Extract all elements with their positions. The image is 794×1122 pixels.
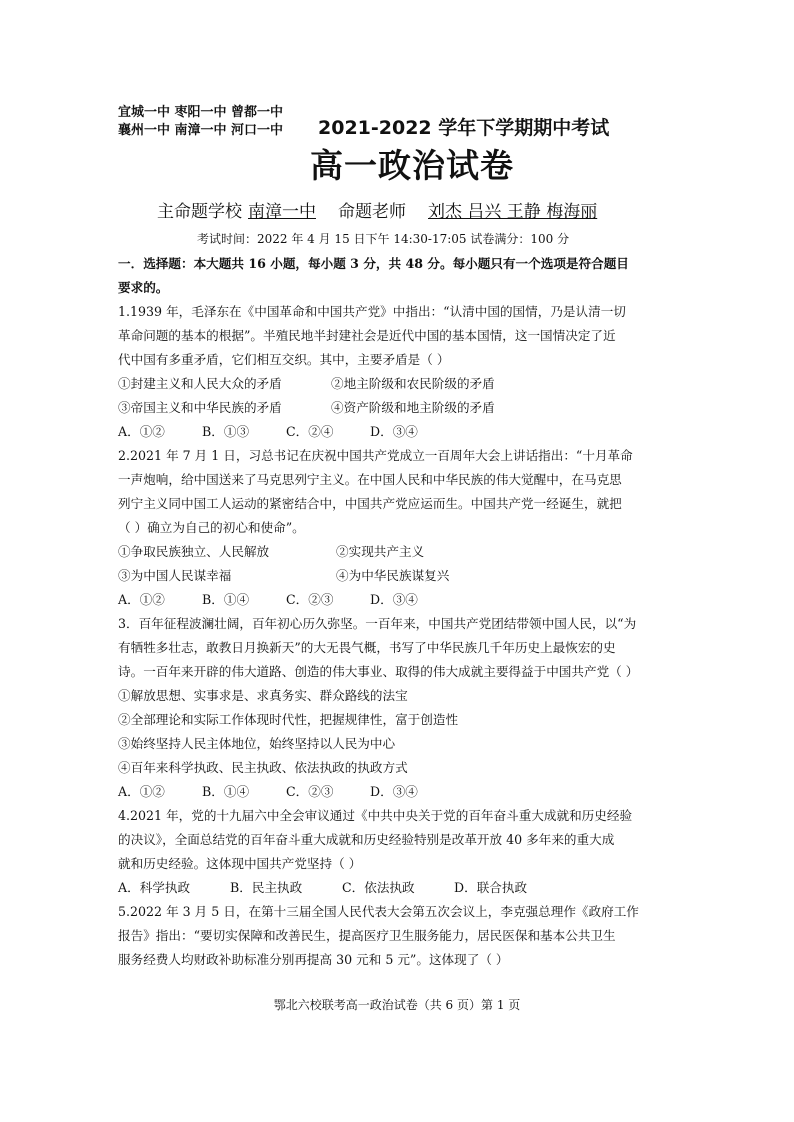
question-body — [118, 252, 688, 972]
exam-info: 考试时间：2022 年 4 月 15 日下午 14:30-17:05 试卷满分：100 分 — [197, 232, 570, 246]
question-2-line: 2.2021 年 7 月 1 日，习总书记在庆祝中国共产党成立一百周年大会上讲话指出：“十月革命 — [118, 448, 633, 463]
question-2-statement: ③为中国人民谋幸福 — [118, 568, 232, 583]
option-b[interactable]: B．①③ — [202, 424, 250, 439]
school-name: 南漳一中 — [248, 202, 316, 222]
question-4-line: 的决议》，全面总结党的百年奋斗重大成就和历史经验特别是改革开放 40 多年来的重大成 — [118, 832, 615, 847]
option-b[interactable]: B．民主执政 — [230, 880, 303, 895]
question-3-statement: ③始终坚持人民主体地位，始终坚持以人民为中心 — [118, 736, 396, 751]
question-3-statement: ④百年来科学执政、民主执政、依法执政的执政方式 — [118, 760, 408, 775]
question-3-line: 3．百年征程波澜壮阔，百年初心历久弥坚。一百年来，中国共产党团结带领中国人民，以“为 — [118, 616, 637, 631]
option-c[interactable]: C．②④ — [286, 424, 334, 439]
question-5-line: 服务经费人均财政补助标准分别再提高 30 元和 5 元”。这体现了（ ） — [118, 952, 509, 967]
question-3-line: 诗。一百年来开辟的伟大道路、创造的伟大事业、取得的伟大成就主要得益于中国共产党（ ） — [118, 664, 639, 679]
question-5-line: 报告》指出：“要切实保障和改善民生，提高医疗卫生服务能力，居民医保和基本公共卫生 — [118, 928, 616, 943]
question-3-options — [118, 780, 688, 804]
teacher-names: 刘杰 吕兴 王静 梅海丽 — [428, 202, 598, 222]
teacher-prefix: 命题老师 — [338, 202, 406, 222]
question-1-statement: ①封建主义和人民大众的矛盾 — [118, 376, 282, 391]
school-list — [118, 104, 283, 140]
author-prefix: 主命题学校 — [157, 202, 242, 222]
page-footer: 鄂北六校联考高一政治试卷（共 6 页）第 1 页 — [273, 998, 521, 1012]
option-b[interactable]: B．①④ — [202, 592, 250, 607]
subject-title: 高一政治试卷 — [310, 146, 514, 185]
question-4-line: 4.2021 年，党的十九届六中全会审议通过《中共中央关于党的百年奋斗重大成就和历史经验 — [118, 808, 633, 823]
question-2-line: （ ）确立为自己的初心和使命”。 — [118, 520, 305, 535]
question-4-options — [118, 876, 688, 900]
question-2-statement: ②实现共产主义 — [336, 544, 425, 559]
question-2-statement: ①争取民族独立、人民解放 — [118, 544, 270, 559]
option-c[interactable]: C．②③ — [286, 784, 334, 799]
school-list-line-2: 襄州一中 南漳一中 河口一中 — [118, 123, 284, 138]
option-d[interactable]: D．联合执政 — [454, 880, 528, 895]
question-1-options — [118, 420, 688, 444]
question-3-line: 有牺牲多壮志，敢教日月换新天”的大无畏气概，书写了中华民族几千年历史上最恢宏的史 — [118, 640, 616, 655]
question-2-statements-row — [118, 540, 688, 564]
option-a[interactable]: A．①② — [118, 592, 165, 607]
option-a[interactable]: A．①② — [118, 424, 165, 439]
option-c[interactable]: C．②③ — [286, 592, 334, 607]
question-2-statement: ④为中华民族谋复兴 — [336, 568, 450, 583]
question-4-line: 就和历史经验。这体现中国共产党坚持（ ） — [118, 856, 362, 871]
question-1-statement: ②地主阶级和农民阶级的矛盾 — [331, 376, 495, 391]
option-a[interactable]: A．①② — [118, 784, 165, 799]
question-2-options — [118, 588, 688, 612]
question-2-line: 列宁主义同中国工人运动的紧密结合中，中国共产党应运而生。中国共产党一经诞生，就把 — [118, 496, 622, 511]
option-d[interactable]: D．③④ — [370, 784, 418, 799]
school-list-line-1: 宜城一中 枣阳一中 曾都一中 — [118, 105, 284, 120]
question-1-statements-row — [118, 396, 688, 420]
option-d[interactable]: D．③④ — [370, 424, 418, 439]
question-1-line: 1.1939 年，毛泽东在《中国革命和中国共产党》中指出：“认清中国的国情，乃是认清一切 — [118, 304, 626, 319]
question-1-statement: ④资产阶级和地主阶级的矛盾 — [331, 400, 495, 415]
question-1-line: 代中国有多重矛盾，它们相互交织。其中，主要矛盾是（ ） — [118, 352, 450, 367]
author-line — [157, 197, 637, 222]
question-3-statement: ②全部理论和实际工作体现时代性，把握规律性，富于创造性 — [118, 712, 459, 727]
question-1-statement: ③帝国主义和中华民族的矛盾 — [118, 400, 282, 415]
section-heading: 一．选择题：本大题共 16 小题，每小题 3 分，共 48 分。每小题只有一个选项是符合题目 — [118, 256, 629, 271]
option-c[interactable]: C．依法执政 — [342, 880, 415, 895]
section-heading-cont: 要求的。 — [118, 280, 169, 295]
question-2-line: 一声炮响，给中国送来了马克思列宁主义。在中国人民和中华民族的伟大觉醒中，在马克思 — [118, 472, 622, 487]
question-5-line: 5.2022 年 3 月 5 日，在第十三届全国人民代表大会第五次会议上，李克强总理作《政府工作 — [118, 904, 639, 919]
option-d[interactable]: D．③④ — [370, 592, 418, 607]
question-2-statements-row — [118, 564, 688, 588]
exam-title: 2021-2022 学年下学期期中考试 — [318, 117, 610, 139]
question-3-statement: ①解放思想、实事求是、求真务实、群众路线的法宝 — [118, 688, 408, 703]
question-1-line: 革命问题的基本的根据”。半殖民地半封建社会是近代中国的基本国情，这一国情决定了近 — [118, 328, 616, 343]
question-1-statements-row — [118, 372, 688, 396]
option-a[interactable]: A．科学执政 — [118, 880, 191, 895]
option-b[interactable]: B．①④ — [202, 784, 250, 799]
